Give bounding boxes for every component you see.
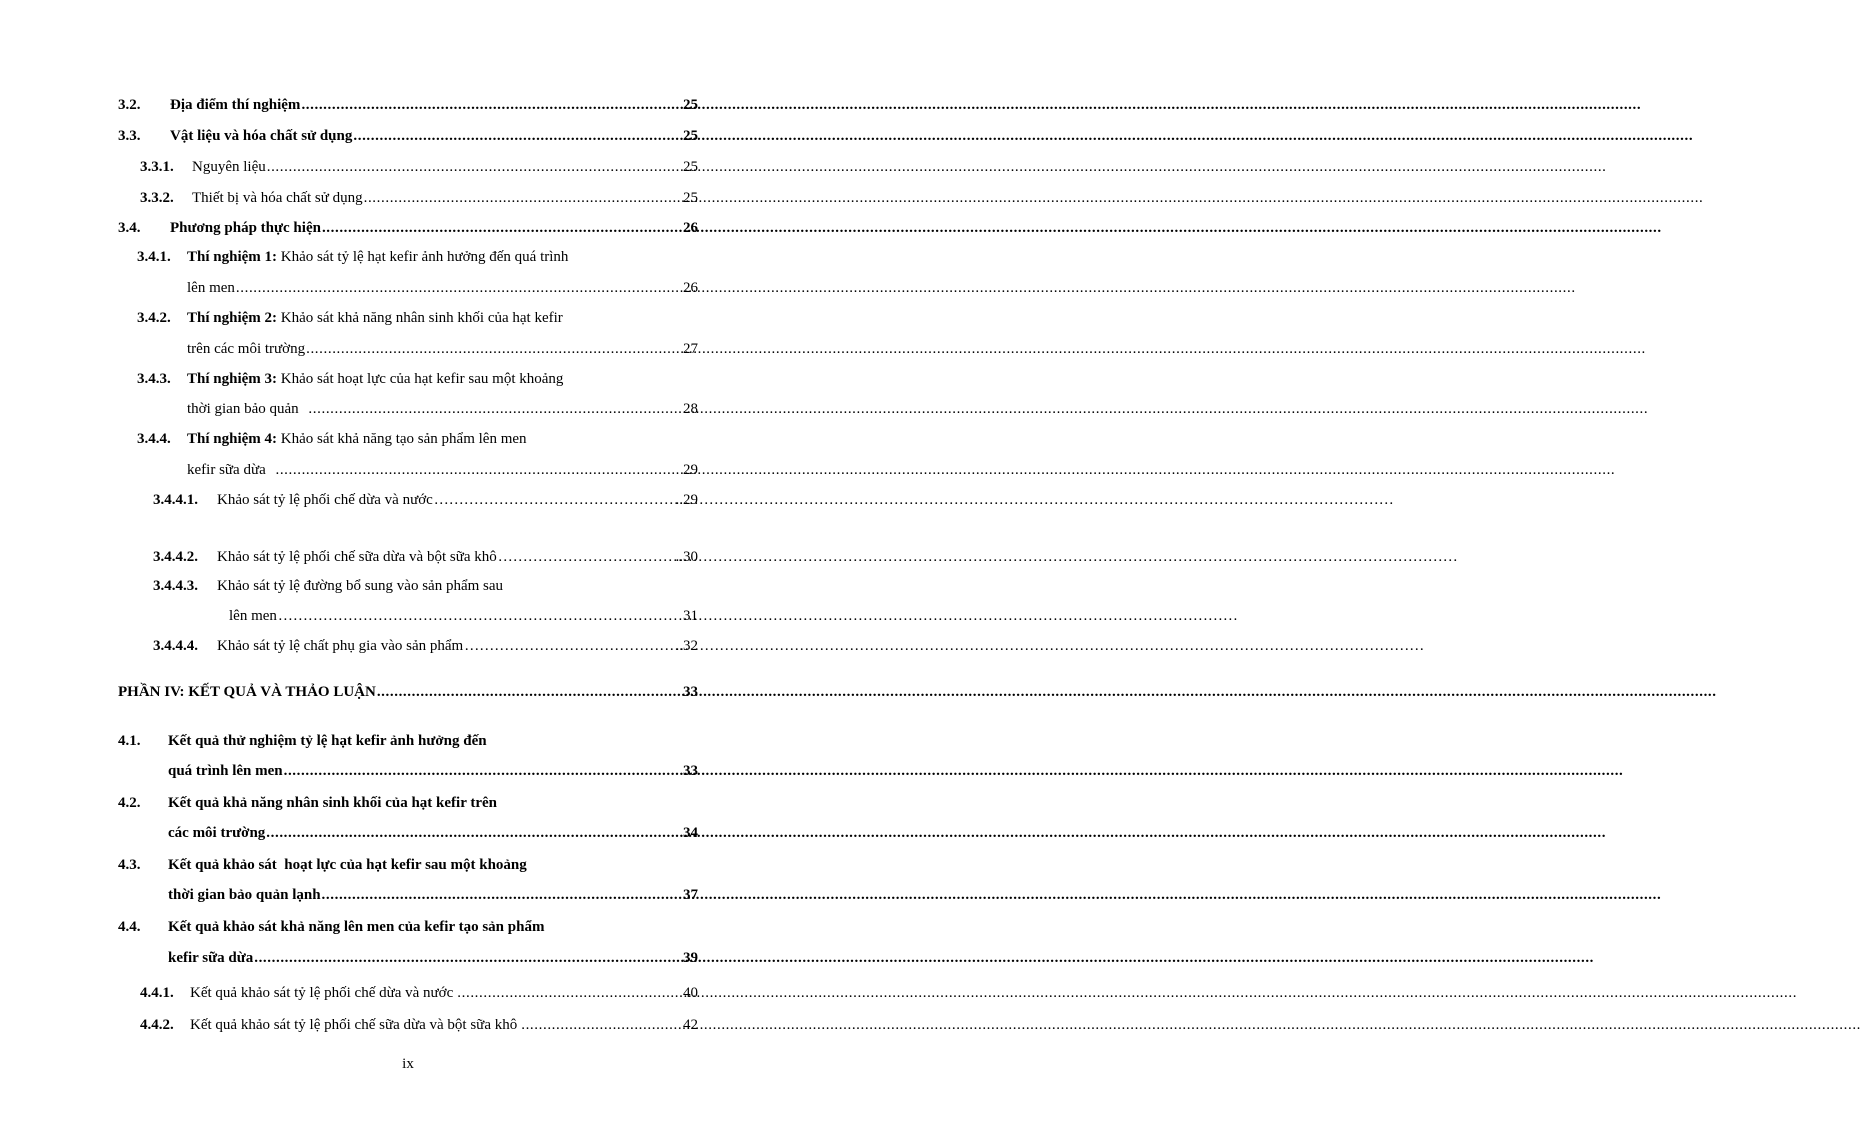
toc-title: Địa điểm thí nghiệm <box>170 97 301 113</box>
toc-entry-3-2[interactable] <box>118 92 698 114</box>
toc-title: Thiết bị và hóa chất sử dụng <box>192 190 363 206</box>
toc-entry-3-4-4-3[interactable] <box>153 573 698 595</box>
toc-page: 29 <box>683 462 698 478</box>
toc-page: 25 <box>683 97 698 113</box>
toc-page: ..30 <box>675 549 698 565</box>
leader-dots <box>266 824 682 842</box>
toc-page: 33 <box>683 684 698 700</box>
toc-page: 42 <box>683 1017 698 1033</box>
leader-dots <box>521 1016 682 1034</box>
leader-dots <box>267 158 682 176</box>
toc-entry-3-3-2[interactable] <box>140 185 698 207</box>
toc-title: Kết quả khảo sát tỷ lệ phối chế sữa dừa và bột sữa khô <box>190 1017 518 1033</box>
toc-entry-3-4-1-cont[interactable] <box>187 275 698 297</box>
toc-title-cont: kefir sữa dừa <box>168 950 254 966</box>
toc-title: Khảo sát tỷ lệ hạt kefir ảnh hưởng đến quá trình <box>280 249 569 265</box>
toc-entry-3-4-4-cont[interactable] <box>187 457 698 479</box>
leader-dots <box>275 461 682 479</box>
toc-title: Khảo sát hoạt lực của hạt kefir sau một khoảng <box>280 371 564 387</box>
toc-number: 4.4. <box>118 919 141 935</box>
toc-title: Vật liệu và hóa chất sử dụng <box>170 128 353 144</box>
toc-label: Thí nghiệm 3: <box>187 371 278 387</box>
leader-dots <box>498 548 676 566</box>
toc-title-cont: lên men <box>229 608 277 624</box>
toc-label: Thí nghiệm 1: <box>187 249 278 265</box>
toc-entry-3-4-4-1[interactable] <box>153 487 698 509</box>
toc-number: 4.4.2. <box>140 1017 174 1033</box>
toc-number: 3.4.3. <box>137 371 171 387</box>
toc-label: Thí nghiệm 4: <box>187 431 278 447</box>
toc-page: 31 <box>683 608 698 624</box>
page-number: ix <box>402 1056 414 1072</box>
leader-dots <box>308 400 682 418</box>
toc-number: 3.3. <box>118 128 141 144</box>
toc-number: 4.2. <box>118 795 141 811</box>
toc-title: Khảo sát tỷ lệ chất phụ gia vào sản phẩm <box>217 638 464 654</box>
toc-number: 3.4.4.2. <box>153 549 198 565</box>
toc-number: 3.4.4. <box>137 431 171 447</box>
toc-title: Khảo sát tỷ lệ phối chế dừa và nước <box>217 492 433 508</box>
toc-entry-4-2-cont[interactable] <box>168 820 698 842</box>
toc-title: Kết quả khảo sát tỷ lệ phối chế dừa và nước <box>190 985 454 1001</box>
toc-title: PHẦN IV: KẾT QUẢ VÀ THẢO LUẬN <box>118 684 376 700</box>
toc-title: Phương pháp thực hiện <box>170 220 321 236</box>
toc-entry-3-4-2-cont[interactable] <box>187 336 698 358</box>
toc-title-cont: quá trình lên men <box>168 763 283 779</box>
toc-entry-3-3-1[interactable] <box>140 154 698 176</box>
toc-page: 39 <box>683 950 698 966</box>
toc-entry-4-4[interactable] <box>118 914 698 936</box>
toc-page: 26 <box>683 280 698 296</box>
toc-number: 4.3. <box>118 857 141 873</box>
toc-number: 3.4. <box>118 220 141 236</box>
toc-entry-4-1[interactable] <box>118 728 698 750</box>
toc-entry-3-4-3[interactable] <box>137 366 698 388</box>
toc-title: Khảo sát khả năng tạo sản phẩm lên men <box>280 431 527 447</box>
toc-entry-4-3[interactable] <box>118 852 698 874</box>
toc-entry-4-2[interactable] <box>118 790 698 812</box>
toc-number: 4.4.1. <box>140 985 174 1001</box>
leader-dots <box>457 984 682 1002</box>
toc-entry-3-4-4-2[interactable] <box>153 544 698 566</box>
toc-title: Khảo sát tỷ lệ phối chế sữa dừa và bột sữa khô <box>217 549 497 565</box>
toc-title: Kết quả khảo sát hoạt lực của hạt kefir sau một khoảng <box>168 857 527 873</box>
toc-title: Kết quả thử nghiệm tỷ lệ hạt kefir ảnh hưởng đến <box>168 733 487 749</box>
toc-page: 33 <box>683 763 698 779</box>
toc-page: 28 <box>683 401 698 417</box>
toc-entry-3-4-2[interactable] <box>137 305 698 327</box>
toc-entry-4-4-cont[interactable] <box>168 945 698 967</box>
toc-entry-3-4-4-3-cont[interactable] <box>229 603 698 625</box>
toc-entry-part-4[interactable] <box>118 679 698 701</box>
toc-page: ..29 <box>675 492 698 508</box>
toc-number: 3.4.4.1. <box>153 492 198 508</box>
leader-dots <box>322 219 682 237</box>
toc-title: Khảo sát tỷ lệ đường bổ sung vào sản phẩm sau <box>217 578 504 594</box>
leader-dots <box>278 607 682 625</box>
toc-page: 34 <box>683 825 698 841</box>
toc-entry-3-4-3-cont[interactable] <box>187 396 698 418</box>
toc-number: 3.4.1. <box>137 249 171 265</box>
leader-dots <box>322 886 682 904</box>
toc-page: 37 <box>683 887 698 903</box>
toc-entry-4-4-2[interactable] <box>140 1012 698 1034</box>
leader-dots <box>353 127 682 145</box>
toc-page: ..32 <box>675 638 698 654</box>
toc-entry-3-3[interactable] <box>118 123 698 145</box>
leader-dots <box>301 96 682 114</box>
toc-entry-3-4-4-4[interactable] <box>153 633 698 655</box>
toc-title-cont: kefir sữa dừa <box>187 462 270 478</box>
toc-title: Khảo sát khả năng nhân sinh khối của hạt kefir <box>280 310 563 326</box>
leader-dots <box>284 762 682 780</box>
toc-entry-3-4[interactable] <box>118 215 698 237</box>
toc-title-cont: lên men <box>187 280 235 296</box>
toc-number: 3.3.1. <box>140 159 174 175</box>
toc-page: 25 <box>683 190 698 206</box>
toc-page: 25 <box>683 159 698 175</box>
toc-title: Kết quả khảo sát khả năng lên men của kefir tạo sản phẩm <box>168 919 545 935</box>
toc-page: 40 <box>683 985 698 1001</box>
toc-number: 4.1. <box>118 733 141 749</box>
toc-title-cont: trên các môi trường <box>187 341 306 357</box>
toc-title-cont: các môi trường <box>168 825 266 841</box>
table-of-contents <box>0 0 816 1123</box>
leader-dots <box>364 189 682 207</box>
toc-page: 27 <box>683 341 698 357</box>
toc-label: Thí nghiệm 2: <box>187 310 278 326</box>
toc-title-cont: thời gian bảo quản <box>187 401 303 417</box>
toc-entry-3-4-4[interactable] <box>137 426 698 448</box>
toc-page: 25 <box>683 128 698 144</box>
toc-entry-4-1-cont[interactable] <box>168 758 698 780</box>
toc-title: Kết quả khả năng nhân sinh khối của hạt kefir trên <box>168 795 497 811</box>
leader-dots <box>434 491 676 509</box>
toc-number: 3.4.4.4. <box>153 638 198 654</box>
toc-number: 3.4.4.3. <box>153 578 198 594</box>
toc-title-cont: thời gian bảo quản lạnh <box>168 887 321 903</box>
leader-dots <box>236 279 682 297</box>
leader-dots <box>254 949 682 967</box>
toc-page: 26 <box>683 220 698 236</box>
toc-number: 3.2. <box>118 97 141 113</box>
toc-entry-3-4-1[interactable] <box>137 244 698 266</box>
leader-dots <box>377 683 682 701</box>
toc-entry-4-4-1[interactable] <box>140 980 698 1002</box>
toc-title: Nguyên liệu <box>192 159 266 175</box>
leader-dots <box>306 340 682 358</box>
leader-dots <box>464 637 675 655</box>
toc-entry-4-3-cont[interactable] <box>168 882 698 904</box>
toc-number: 3.4.2. <box>137 310 171 326</box>
toc-number: 3.3.2. <box>140 190 174 206</box>
